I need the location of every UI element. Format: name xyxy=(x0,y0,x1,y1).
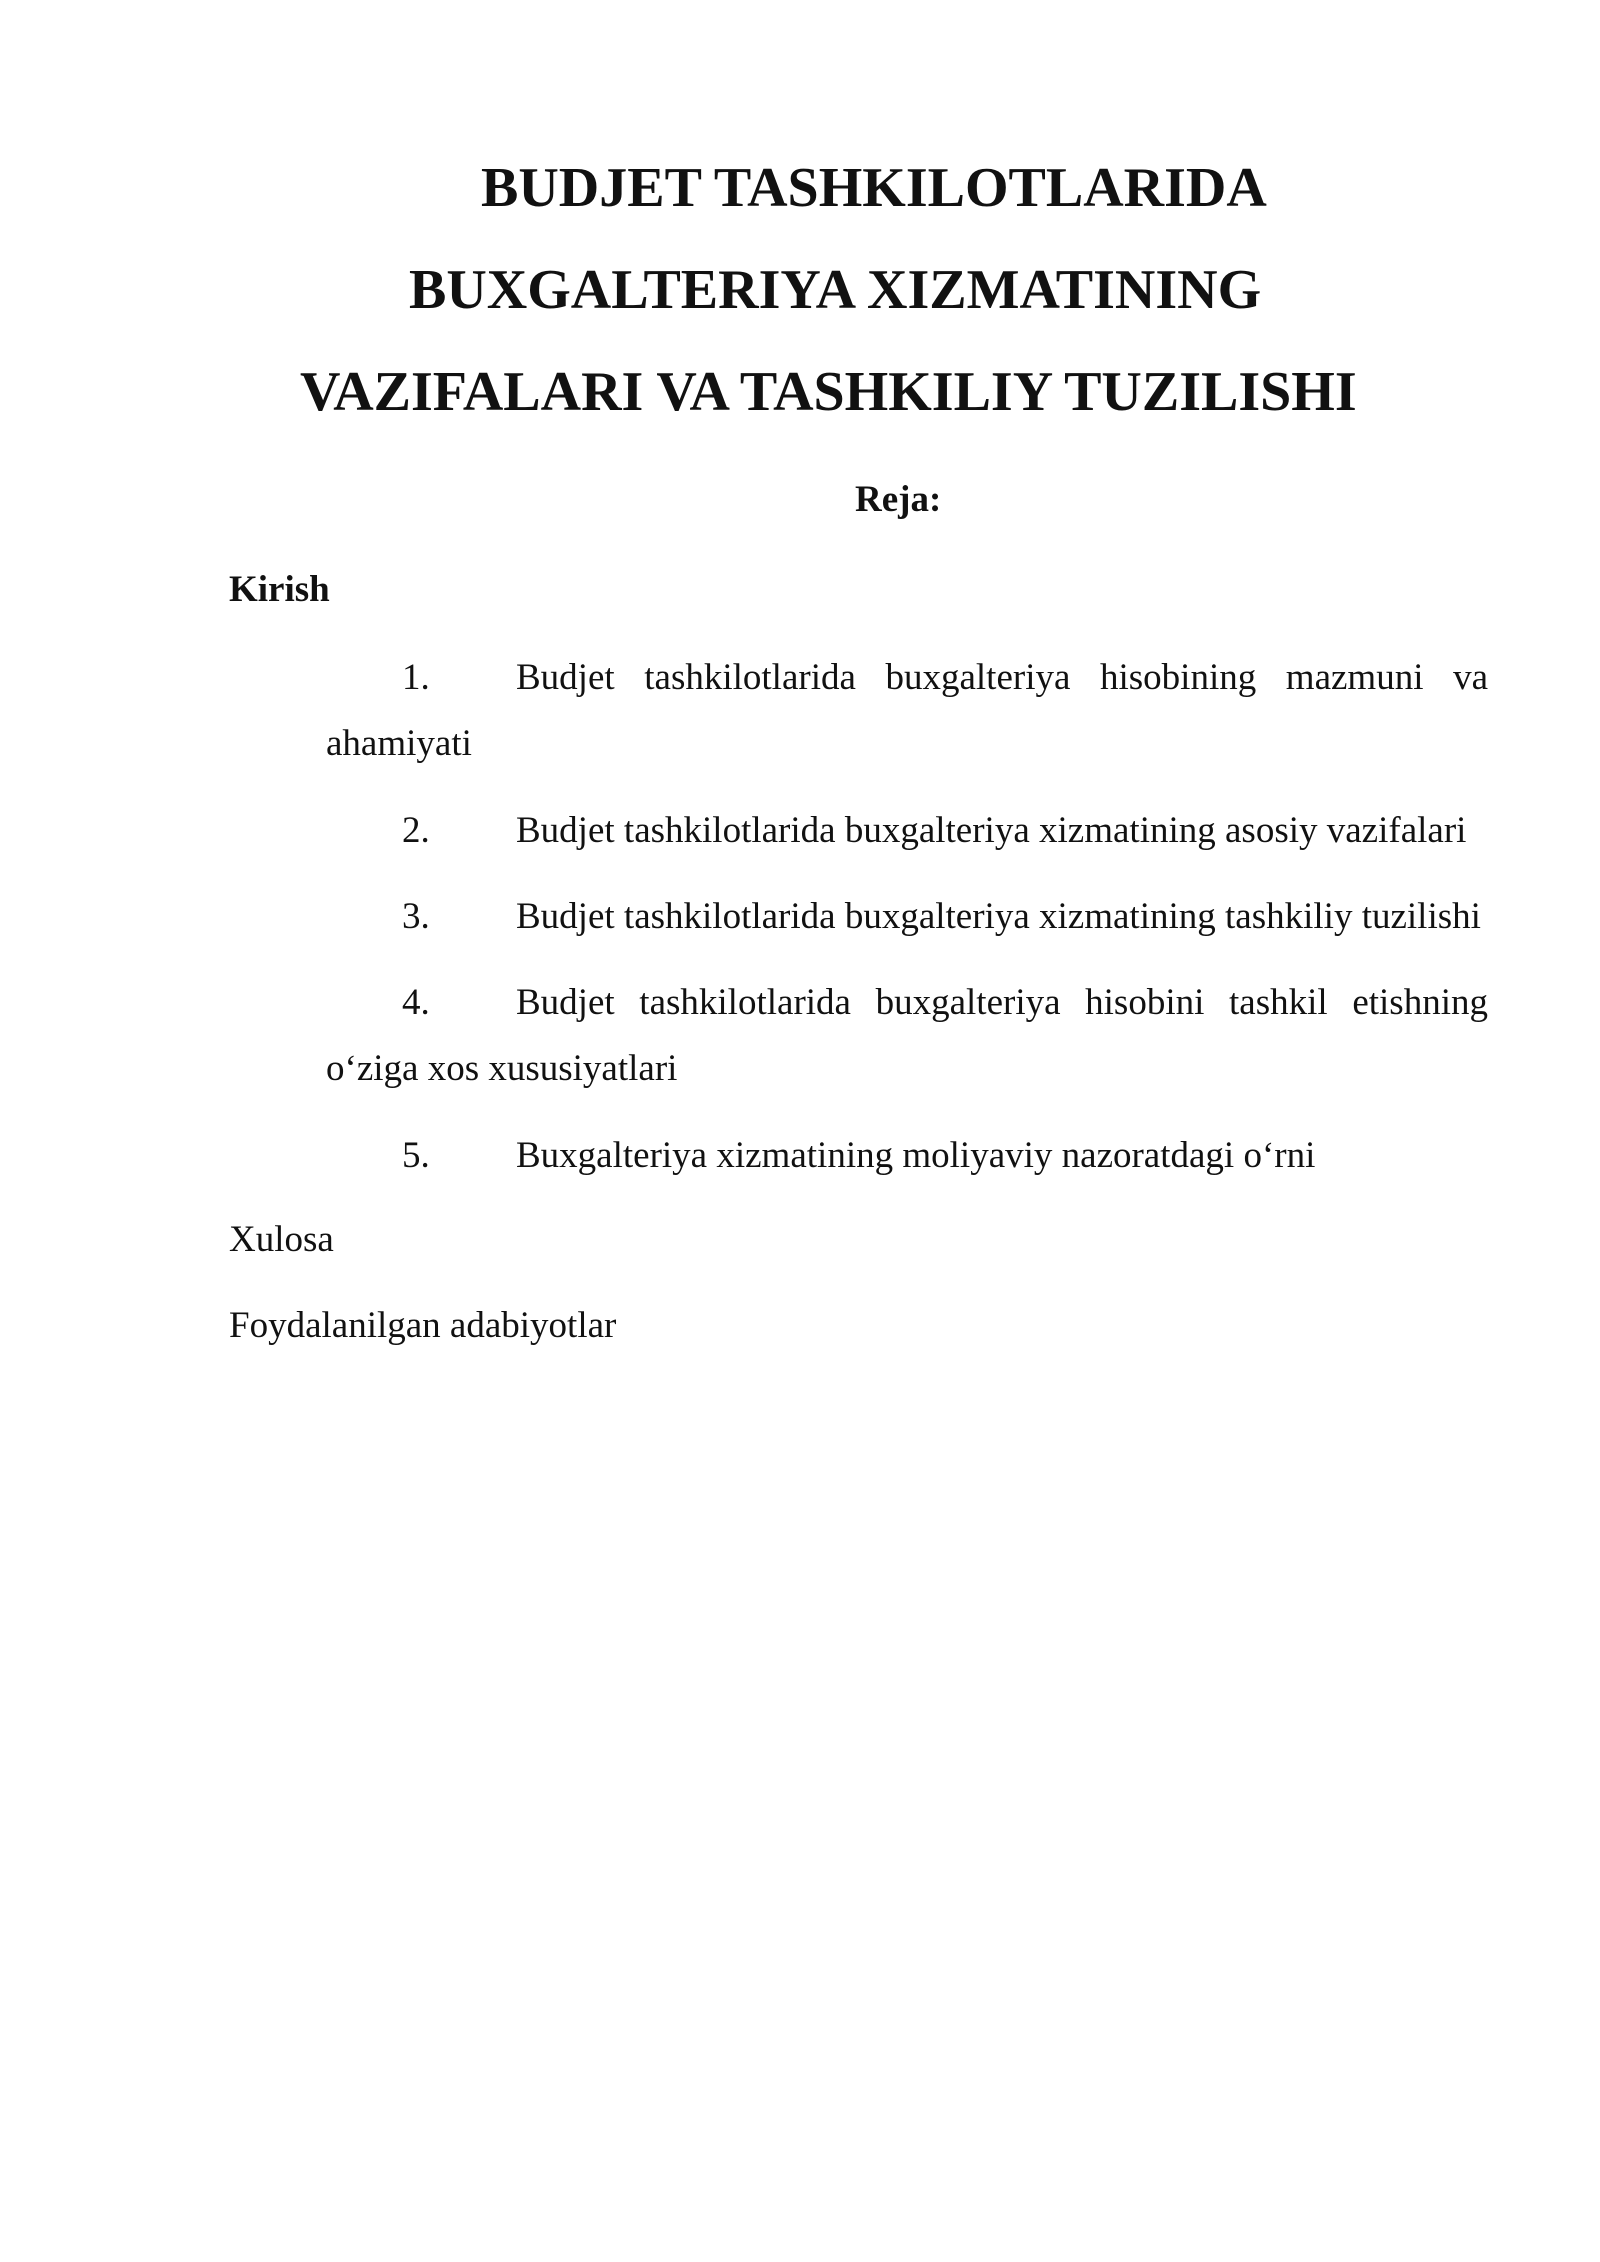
plan-item-3 xyxy=(326,884,1488,950)
plan-item-number: 4. xyxy=(402,982,430,1023)
plan-item-text: Buxgalteriya xizmatining moliyaviy nazoratdagi o‘rni xyxy=(516,1135,1316,1176)
conclusion-heading: Xulosa xyxy=(229,1219,334,1260)
plan-item-number: 5. xyxy=(402,1135,430,1176)
document-title-line-3: VAZIFALARI VA TASHKILIY TUZILISHI xyxy=(300,361,1357,423)
plan-item-continuation: o‘ziga xos xususiyatlari xyxy=(326,1048,678,1089)
document-title-line-1: BUDJET TASHKILOTLARIDA xyxy=(481,157,1267,219)
plan-item-text: Budjet tashkilotlarida buxgalteriya hisobini tashkil etishning xyxy=(516,982,1488,1023)
plan-item-text: Budjet tashkilotlarida buxgalteriya xizmatining asosiy vazifalari xyxy=(516,810,1467,851)
plan-item-4 xyxy=(326,970,1488,1102)
plan-item-5 xyxy=(326,1123,1488,1189)
plan-item-number: 3. xyxy=(402,896,430,937)
document-title-line-2: BUXGALTERIYA XIZMATINING xyxy=(409,259,1262,321)
plan-item-text: Budjet tashkilotlarida buxgalteriya hisobining mazmuni va xyxy=(516,657,1488,698)
plan-item-number: 2. xyxy=(402,810,430,851)
plan-heading: Reja: xyxy=(855,479,942,520)
plan-item-continuation: ahamiyati xyxy=(326,723,472,764)
plan-item-1 xyxy=(326,645,1488,777)
intro-heading: Kirish xyxy=(229,569,330,610)
plan-item-text: Budjet tashkilotlarida buxgalteriya xizmatining tashkiliy tuzilishi xyxy=(516,896,1481,937)
plan-item-2 xyxy=(326,798,1488,864)
plan-item-number: 1. xyxy=(402,657,430,698)
references-heading: Foydalanilgan adabiyotlar xyxy=(229,1305,617,1346)
